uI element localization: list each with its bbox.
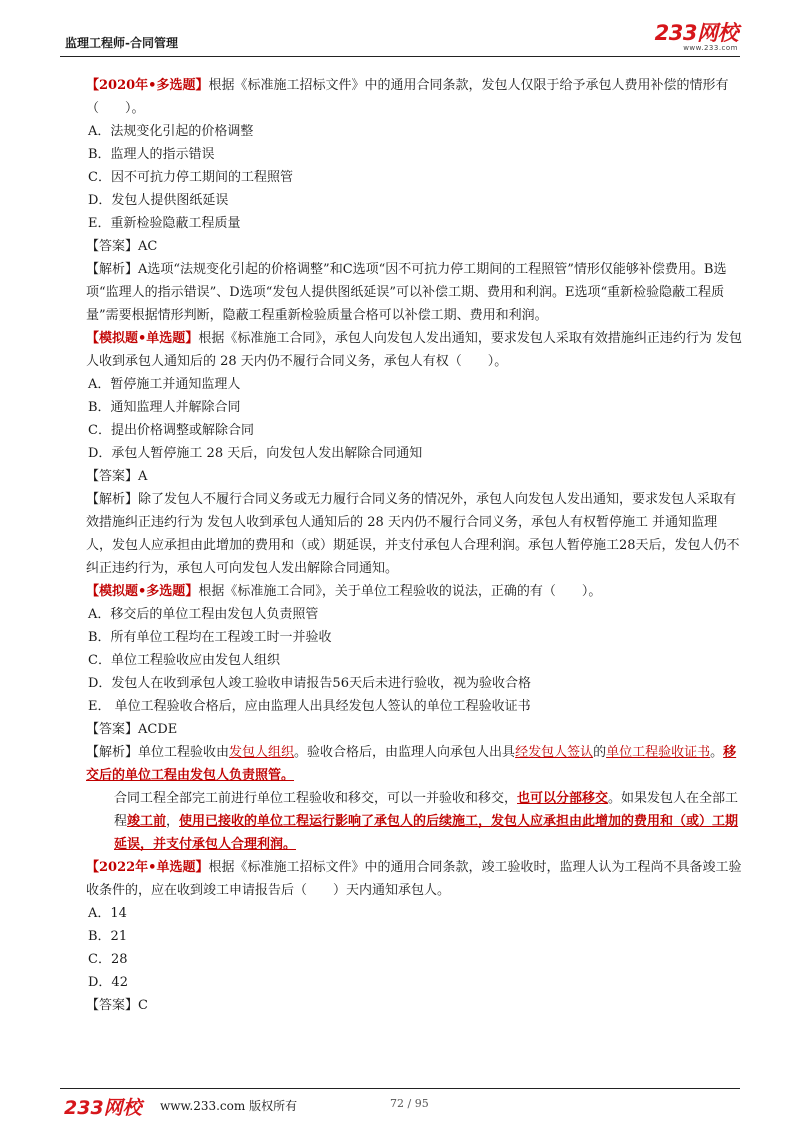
answer: 【答案】AC [86,239,158,254]
analysis-text: 。 [710,745,724,760]
analysis-label: 【解析】 [86,492,139,507]
page-footer [60,1088,740,1119]
question-text: 根据《标准施工合同》，关于单位工程验收的说法，正确的有（ ）。 [198,584,602,599]
brand-logo [655,22,738,52]
option-item: D．承包人暂停施工 28 天后，向发包人发出解除合同通知 [88,446,423,461]
copyright-text: www.233.com 版权所有 [160,1099,298,1113]
analysis [62,488,742,580]
option-item: B．所有单位工程均在工程竣工时一并验收 [88,630,332,645]
highlight: 也可以分部移交 [517,791,609,806]
question-text: 根据《标准施工合同》，承包人向发包人发出通知，要求发包人采取有效措施纠正违约行为 发包人收到承包人通知后的 28 天内仍不履行合同义务，承包人有权（ ）。 [86,331,742,369]
option-item: A．法规变化引起的价格调整 [88,124,254,139]
option-item: E． 单位工程验收合格后，应由监理人出具经发包人签认的单位工程验收证书 [88,699,531,714]
option-item: D．42 [88,975,128,990]
answer: 【答案】C [86,998,148,1013]
highlight: 单位工程验收证书 [606,745,711,760]
option-item: E．重新检验隐蔽工程质量 [88,216,241,231]
analysis [62,741,742,787]
analysis-continued [62,787,742,856]
question-tag: 【模拟题•多选题】 [86,584,199,599]
question-stem [62,580,742,603]
analysis-text: 。如果发包人在全部工程 [114,791,739,829]
page-header [60,22,740,57]
analysis-text: 。验收合格后，由监理人向承包人出具 [294,745,516,760]
document-body [62,74,742,1017]
analysis [62,258,742,327]
question-stem [62,327,742,373]
option-item: C．28 [88,952,128,967]
logo-mark: 233网校 [654,21,738,45]
option-item: A．暂停施工并通知监理人 [88,377,241,392]
option-item: C．单位工程验收应由发包人组织 [88,653,280,668]
analysis-text: 合同工程全部完工前进行单位工程验收和移交，可以一并验收和移交， [114,791,518,806]
option-item: B．监理人的指示错误 [88,147,215,162]
highlight: 移交后的单位工程由发包人负责照管。 [86,745,737,783]
question-text: 根据《标准施工招标文件》中的通用合同条款，竣工验收时，监理人认为工程尚不具备竣工验收条件的，应在收到竣工申请报告后（ ）天内通知承包人。 [86,860,742,898]
analysis-text: A选项“法规变化引起的价格调整”和C选项“因不可抗力停工期间的工程照管”情形仅能够补偿费用。B选项“监理人的指示错误”、D选项“发包人提供图纸延误”可以补偿工期、费用和利润。E选项“重新检验隐蔽工程质量”需要根据情形判断，隐蔽工程重新检验质量合格可以补偿工期、费用和利润。 [86,262,727,323]
highlight: 发包人组织 [229,745,295,760]
option-item: D．发包人提供图纸延误 [88,193,229,208]
question-stem [62,856,742,902]
analysis-text: 单位工程验收由 [138,745,230,760]
option-item: D．发包人在收到承包人竣工验收申请报告56天后未进行验收，视为验收合格 [88,676,531,691]
page-number: 72 / 95 [390,1097,429,1110]
question-tag: 【2022年•单选题】 [86,860,209,875]
header-title: 监理工程师-合同管理 [65,36,178,50]
answer: 【答案】A [86,469,148,484]
footer-logo: 233网校 [64,1097,142,1119]
option-item: C．因不可抗力停工期间的工程照管 [88,170,293,185]
option-item: B．21 [88,929,128,944]
question-text: 根据《标准施工招标文件》中的通用合同条款，发包人仅限于给予承包人费用补偿的情形有（ ）。 [86,78,729,116]
logo-url: www.233.com [683,44,738,52]
highlight: 经发包人签认 [515,745,594,760]
question-stem [62,74,742,120]
answer: 【答案】ACDE [86,722,178,737]
option-item: A．移交后的单位工程由发包人负责照管 [88,607,319,622]
analysis-text: 的 [593,745,607,760]
option-item: B．通知监理人并解除合同 [88,400,241,415]
analysis-label: 【解析】 [86,745,139,760]
analysis-text: 除了发包人不履行合同义务或无力履行合同义务的情况外，承包人向发包人发出通知，要求发包人采取有效措施纠正违约行为 发包人收到承包人通知后的 28 天内仍不履行合同义务，承包人有权暂停施工 并通知监理人，发包人应承担由此增加的费用和（或）期延误，并支付承包人合理利润。承包人暂停施工28天后，发包人仍不纠正违约行为，承包人可向发包人发出解除合同通知。 [86,492,740,576]
highlight: 竣工前 [127,814,167,829]
highlight: 使用已接收的单位工程运行影响了承包人的后续施工，发包人应承担由此增加的费用和（或）工期延误，并支付承包人合理利润。 [114,814,739,852]
option-item: C．提出价格调整或解除合同 [88,423,254,438]
question-tag: 【模拟题•单选题】 [86,331,199,346]
analysis-text: ， [166,814,180,829]
question-tag: 【2020年•多选题】 [86,78,209,93]
analysis-label: 【解析】 [86,262,139,277]
option-item: A．14 [88,906,127,921]
